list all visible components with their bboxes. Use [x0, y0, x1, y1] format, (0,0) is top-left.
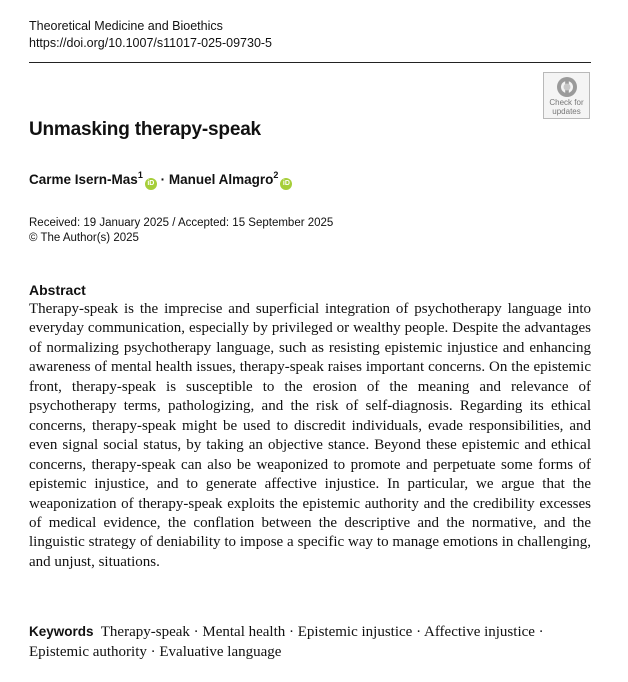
check-for-updates-badge[interactable]	[543, 72, 590, 119]
author-separator: ·	[160, 172, 166, 187]
journal-name: Theoretical Medicine and Bioethics	[29, 19, 223, 33]
author-list	[29, 170, 292, 190]
header-divider	[29, 62, 591, 63]
abstract-text: Therapy-speak is the imprecise and superficial integration of psychotherapy language into everyday communication, especially by privileged or wealthy people. Despite the advantages of normalizing psychotherapy language, such as resisting epistemic injustice and enhancing awareness of mental health issues, therapy-speak raises important concerns. On the epistemic front, therapy-speak is susceptible to the erosion of the meaning and relevance of psychotherapy terms, pathologizing, and the risk of self-diagnosis. Regarding its ethical concerns, therapy-speak might be used to discredit individuals, evade responsibilities, and even signal social status, by taking an objective stance. Beyond these epistemic and ethical concerns, therapy-speak can also be weaponized to promote and perpetuate some forms of epistemic injustice, and to generate affective injustice. In particular, we argue that the weaponization of therapy-speak exploits the epistemic authority and the credibility excesses of medical evidence, the conflation between the descriptive and the normative, and the linguistic strategy of deniability to impose a specific way to manage emotions in challenging, and unjust, situations.	[29, 301, 591, 570]
author-name-2[interactable]: Manuel Almagro	[168, 172, 274, 187]
badge-label-1: Check for	[549, 98, 584, 107]
orcid-icon[interactable]: iD	[145, 178, 157, 190]
keywords-label: Keywords	[29, 624, 94, 639]
keywords-section	[29, 622, 591, 662]
article-title: Unmasking therapy-speak	[29, 119, 261, 140]
crossmark-icon	[556, 76, 578, 98]
orcid-icon[interactable]: iD	[280, 178, 292, 190]
author-name-1[interactable]: Carme Isern-Mas	[29, 172, 138, 187]
copyright-line: © The Author(s) 2025	[29, 232, 139, 244]
affiliation-marker-1: 1	[137, 170, 143, 180]
keywords-list: Therapy-speak · Mental health · Epistemic injustice · Affective injustice · Epistemic authority · Evaluative language	[29, 624, 544, 660]
journal-header	[29, 18, 272, 52]
abstract-heading: Abstract	[29, 282, 86, 298]
affiliation-marker-2: 2	[273, 170, 279, 180]
publication-dates	[29, 216, 333, 246]
badge-label-2: updates	[552, 107, 581, 116]
received-accepted-dates: Received: 19 January 2025 / Accepted: 15 September 2025	[29, 217, 334, 229]
doi-link[interactable]: https://doi.org/10.1007/s11017-025-09730-5	[29, 36, 273, 50]
